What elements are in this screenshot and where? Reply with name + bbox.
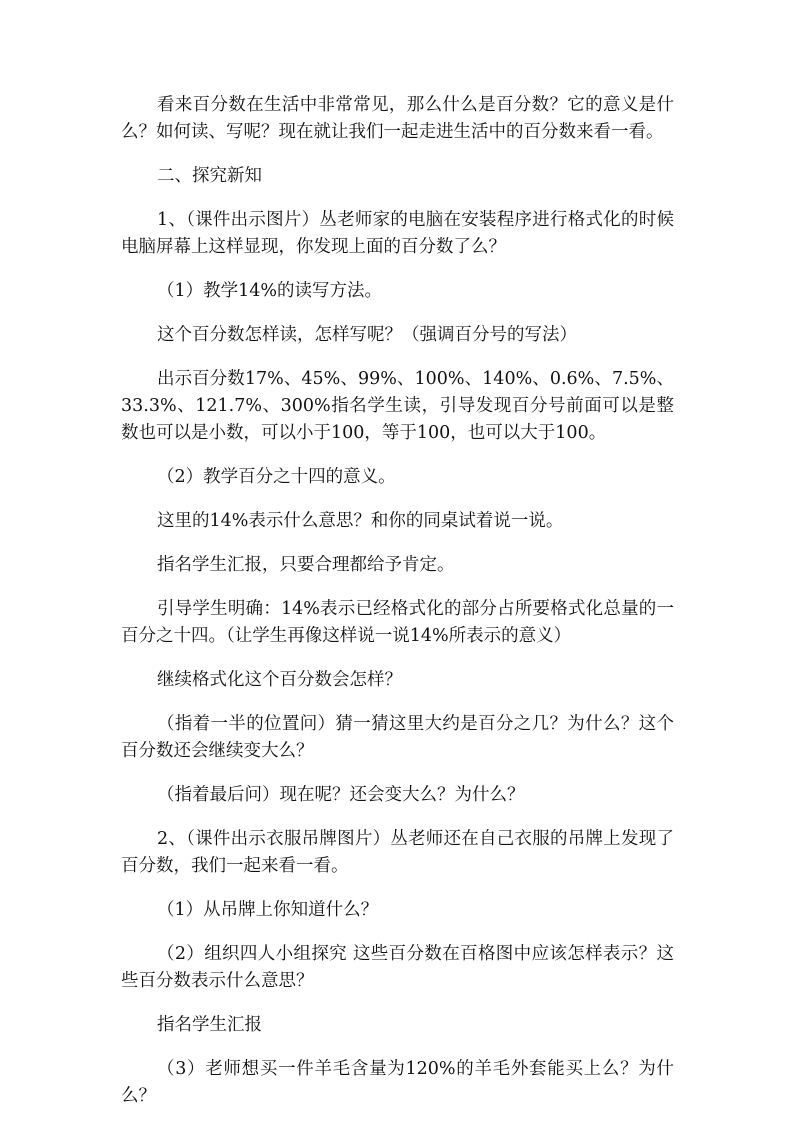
paragraph-report: 指名学生汇报，只要合理都给予肯定。 [157, 555, 455, 575]
paragraph-report-2: 指名学生汇报 [157, 1015, 262, 1035]
paragraph-subtopic-1: （1）教学14%的读写方法。 [157, 281, 383, 301]
paragraph-guess: （指着一半的位置问）猜一猜这里大约是百分之几？为什么？这个百分数还会继续变大么？ [121, 714, 674, 761]
paragraph-examples: 出示百分数17%、45%、99%、100%、140%、0.6%、7.5%、33.3%、121.7%、300%指名学生读，引导发现百分号前面可以是整数也可以是小数，可以小于100，等于100，也可以大于100。 [121, 369, 674, 443]
paragraph-continue: 继续格式化这个百分数会怎样？ [157, 670, 402, 690]
section-heading: 二、探究新知 [157, 166, 262, 186]
paragraph-final: （指着最后问）现在呢？还会变大么？为什么？ [157, 785, 525, 805]
paragraph-question: 这个百分数怎样读，怎样写呢？（强调百分号的写法） [157, 325, 577, 345]
paragraph-discussion: 这里的14%表示什么意思？和你的同桌试着说一说。 [157, 511, 564, 531]
paragraph-intro: 看来百分数在生活中非常常见，那么什么是百分数？它的意义是什么？如何读、写呢？现在就让我们一起走进生活中的百分数来看一看。 [121, 95, 674, 142]
document-page [121, 92, 674, 1127]
paragraph-subtopic-2: （2）教学百分之十四的意义。 [157, 467, 396, 487]
paragraph-wool-question: （3）老师想买一件羊毛含量为120%的羊毛外套能买上么？为什么？ [121, 1059, 674, 1106]
paragraph-group-work: （2）组织四人小组探究 这些百分数在百格图中应该怎样表示？这些百分数表示什么意思？ [121, 944, 674, 991]
paragraph-clarify: 引导学生明确：14%表示已经格式化的部分占所要格式化总量的一百分之十四。（让学生再像这样说一说14%所表示的意义） [121, 599, 674, 646]
paragraph-step-1: 1、（课件出示图片）丛老师家的电脑在安装程序进行格式化的时候电脑屏幕上这样显现，你发现上面的百分数了么？ [121, 210, 674, 257]
paragraph-tag-question: （1）从吊牌上你知道什么？ [157, 900, 379, 920]
paragraph-step-2: 2、（课件出示衣服吊牌图片）丛老师还在自己衣服的吊牌上发现了百分数，我们一起来看一看。 [121, 829, 674, 876]
